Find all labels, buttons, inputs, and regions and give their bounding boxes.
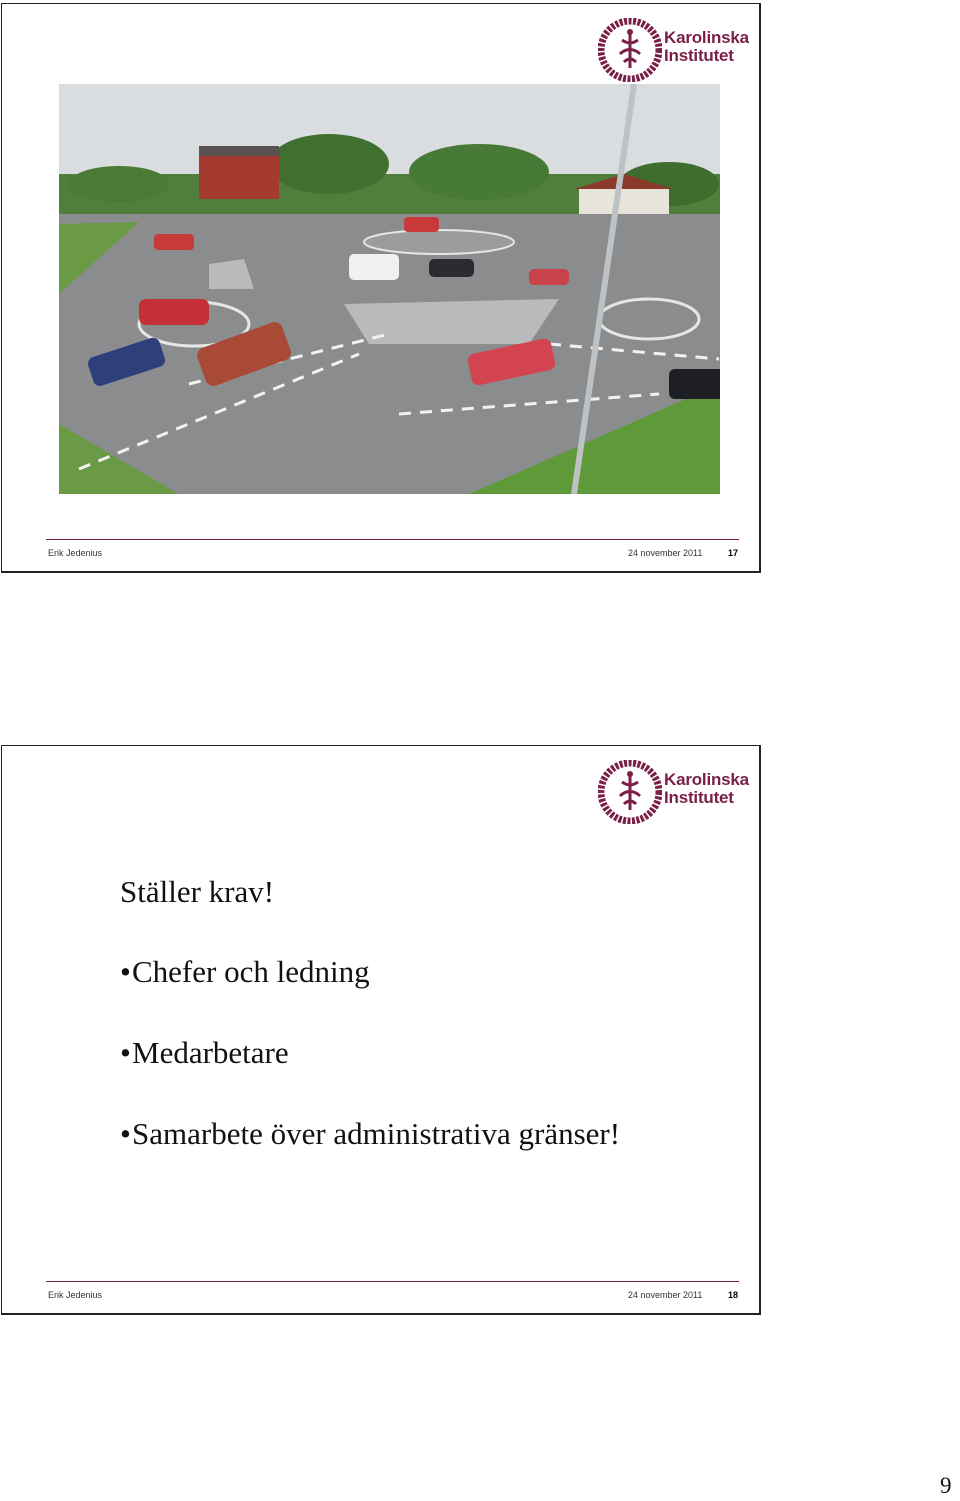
bullet-text: Chefer och ledning (132, 954, 370, 989)
bullet-item (120, 1116, 620, 1197)
slide-18 (1, 745, 761, 1315)
logo-line-1: Karolinska (664, 28, 749, 47)
footer-date: 24 november 2011 (628, 548, 703, 558)
slide-title: Ställer krav! (120, 874, 275, 909)
bullet-list (120, 954, 620, 1197)
logo-line-2: Institutet (664, 46, 734, 65)
slide-17 (1, 3, 761, 573)
footer-author: Erik Jedenius (48, 548, 103, 558)
bullet-icon: • (120, 1035, 131, 1070)
seal-icon (598, 760, 662, 824)
slide-number: 18 (728, 1290, 739, 1300)
footer-rule (46, 1281, 739, 1282)
roundabout-photo (59, 84, 720, 494)
bullet-item (120, 1035, 620, 1116)
karolinska-logo (598, 760, 750, 826)
slide-number: 17 (728, 548, 739, 558)
bullet-text: Samarbete över administrativa gränser! (132, 1116, 621, 1151)
logo-line-1: Karolinska (664, 770, 749, 789)
bullet-icon: • (120, 1116, 131, 1151)
page-number: 9 (940, 1473, 952, 1498)
footer-date: 24 november 2011 (628, 1290, 703, 1300)
karolinska-logo (598, 18, 750, 84)
bullet-item (120, 954, 620, 1035)
bullet-text: Medarbetare (132, 1035, 289, 1070)
footer-rule (46, 539, 739, 540)
seal-icon (598, 18, 662, 82)
footer-author: Erik Jedenius (48, 1290, 103, 1300)
bullet-icon: • (120, 954, 131, 989)
logo-line-2: Institutet (664, 788, 734, 807)
